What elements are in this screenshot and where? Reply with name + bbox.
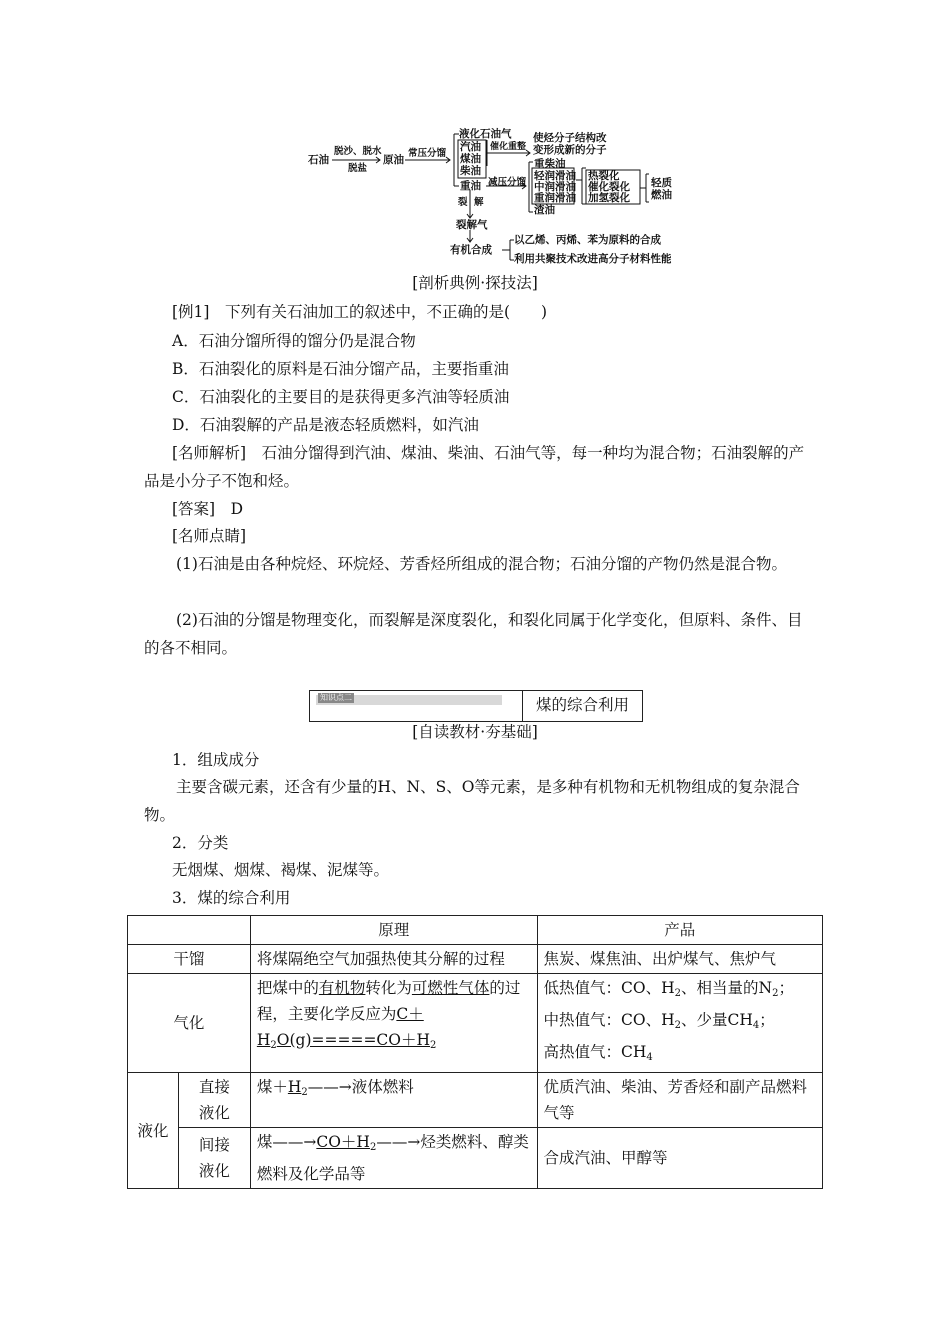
- light-fuel-label-2: 燃油: [651, 189, 672, 201]
- kerosene-label: 煤油: [460, 153, 481, 165]
- desalt-top-label: 脱沙、脱水: [334, 146, 382, 157]
- teacher-analysis: [名师解析] 石油分馏得到汽油、煤油、柴油、石油气等，每一种均为混合物；石油裂解的产品是小分子不饱和烃。: [144, 444, 805, 490]
- classification-text: 无烟煤、烟煤、褐煤、泥煤等。: [172, 861, 390, 879]
- table-row-indirect-liquefaction: [128, 1128, 823, 1189]
- mid-lube-label: 中润滑油: [534, 181, 576, 193]
- thermal-crack-label: 热裂化: [588, 170, 620, 182]
- example-question: [例1] 下列有关石油加工的叙述中，不正确的是( ): [172, 303, 548, 321]
- raw-oil-label: 原油: [383, 154, 404, 166]
- option-a: A．石油分馏所得的馏分仍是混合物: [172, 332, 416, 350]
- gas-principle: 把煤中的有机物转化为可燃性气体的过程，主要化学反应为C＋ $H_2O(g)=====CO+H_2$: [250, 974, 537, 1073]
- composition-text: 主要含碳元素，还含有少量的H、N、S、O等元素，是多种有机物和无机物组成的复杂混合物。: [144, 778, 800, 824]
- table-row-direct-liquefaction: [128, 1073, 823, 1128]
- organic-syn-label: 有机合成: [450, 244, 492, 256]
- gas-label: 气化: [128, 974, 251, 1073]
- banner-tag: 知识点二: [320, 693, 352, 702]
- indirect-label: 间接液化: [178, 1128, 250, 1189]
- reform-label: 催化重整: [490, 142, 527, 152]
- direct-principle: 煤$+H_2——\to$液体燃料: [250, 1073, 537, 1128]
- diesel-label: 柴油: [460, 165, 481, 177]
- gas-product: 低热值气：CO、$H_2$、相当量的$N_2$； 中热值气：CO、$H_2$、少量$CH_4$； 高热值气：$CH_4$: [537, 974, 822, 1073]
- petroleum-processing-diagram: [300, 124, 700, 269]
- heading-utilization: 3．煤的综合利用: [172, 889, 291, 907]
- indirect-product: 合成汽油、甲醇等: [537, 1128, 822, 1189]
- gasoline-label: 汽油: [460, 141, 481, 153]
- heavy-oil-label: 重油: [460, 180, 481, 192]
- tip-1: (1)石油是由各种烷烃、环烷烃、芳香烃所组成的混合物；石油分馏的产物仍然是混合物。: [176, 555, 787, 573]
- section-header-analysis: [剖析典例·探技法]: [412, 274, 538, 292]
- section-header-reading: [自读教材·夯基础]: [412, 723, 538, 741]
- tips-title: [名师点睛]: [172, 527, 247, 545]
- crack-label-b: 解: [474, 197, 484, 208]
- crack-label-a: 裂: [458, 197, 468, 208]
- hydro-crack-label: 加氢裂化: [588, 192, 630, 204]
- vac-dist-label: 减压分馏: [488, 177, 527, 188]
- dry-product: 焦炭、煤焦油、出炉煤气、焦炉气: [537, 945, 822, 974]
- heavy-lube-label: 重润滑油: [534, 192, 576, 204]
- header-product: 产品: [537, 916, 822, 945]
- lpg-label: 液化石油气: [459, 128, 512, 140]
- option-d: D．石油裂解的产品是液态轻质燃料，如汽油: [172, 416, 479, 434]
- header-blank: [128, 916, 251, 945]
- option-c: C．石油裂化的主要目的是获得更多汽油等轻质油: [172, 388, 510, 406]
- dry-label: 干馏: [128, 945, 251, 974]
- desalt-bottom-label: 脱盐: [348, 163, 368, 174]
- cracked-gas-label: 裂解气: [456, 219, 488, 231]
- table-header-row: [128, 916, 823, 945]
- table-row-gasification: [128, 974, 823, 1073]
- tip-2: (2)石油的分馏是物理变化，而裂解是深度裂化，和裂化同属于化学变化，但原料、条件、目的各不相同。: [144, 611, 803, 657]
- answer: [答案] D: [172, 500, 244, 518]
- syn2-label: 利用共聚技术改进高分子材料性能: [514, 253, 672, 265]
- table-row-dry-distillation: [128, 945, 823, 974]
- liq-label: 液化: [128, 1073, 179, 1189]
- light-lube-label: 轻润滑油: [534, 170, 576, 182]
- heading-composition: 1．组成成分: [172, 751, 260, 769]
- banner-title: 煤的综合利用: [535, 696, 629, 714]
- dry-principle: 将煤隔绝空气加强热使其分解的过程: [250, 945, 537, 974]
- indirect-principle: 煤$——\to CO+H_2——\to$烃类燃料、醇类燃料及化学品等: [250, 1128, 537, 1189]
- direct-label: 直接液化: [178, 1073, 250, 1128]
- syn1-label: 以乙烯、丙烯、苯为原料的合成: [514, 234, 661, 246]
- atm-dist-label: 常压分馏: [408, 148, 447, 159]
- reform-result1: 使烃分子结构改: [533, 132, 607, 144]
- option-b: B．石油裂化的原料是石油分馏产品，主要指重油: [172, 360, 509, 378]
- residue-label: 渣油: [534, 204, 555, 216]
- light-fuel-label-1: 轻质: [651, 177, 672, 189]
- heading-classification: 2．分类: [172, 834, 229, 852]
- heavy-diesel-label: 重柴油: [534, 158, 566, 170]
- cat-crack-label: 催化裂化: [588, 181, 630, 193]
- header-principle: 原理: [250, 916, 537, 945]
- direct-product: 优质汽油、柴油、芳香烃和副产品燃料气等: [537, 1073, 822, 1128]
- crude-oil-label: 石油: [308, 154, 329, 166]
- reform-result2: 变形成新的分子: [533, 144, 607, 156]
- coal-utilization-table: [127, 915, 823, 1189]
